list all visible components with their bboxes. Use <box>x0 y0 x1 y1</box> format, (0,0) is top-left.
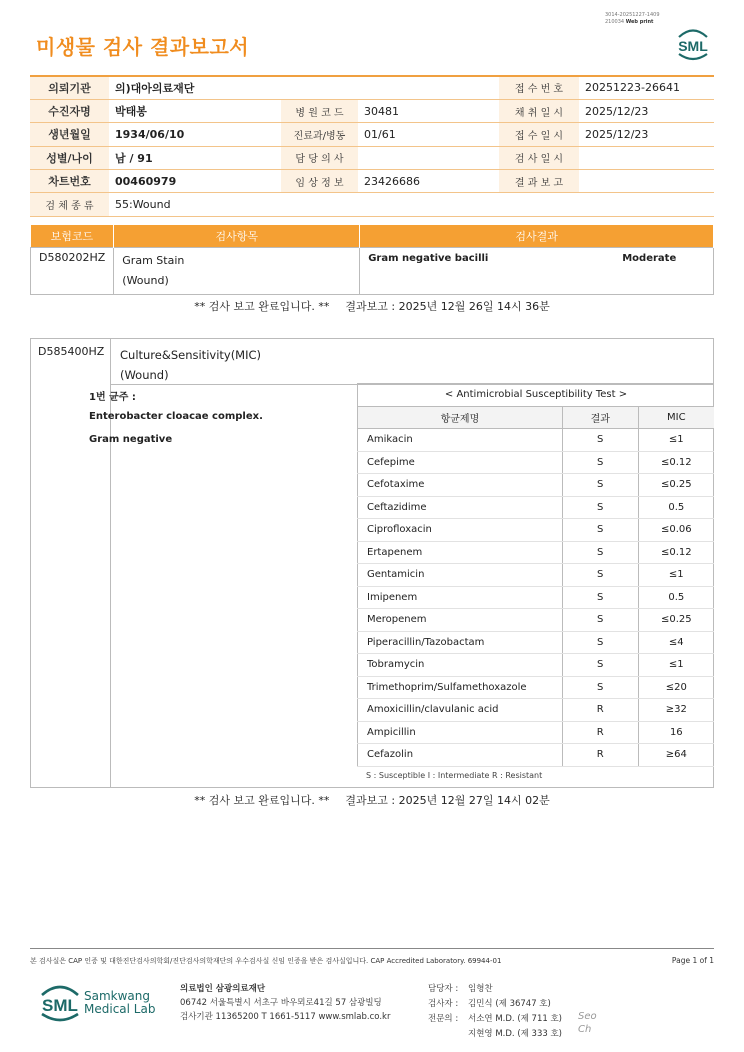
info-row <box>30 76 714 99</box>
birth-label: 생년월일 <box>30 123 109 146</box>
gram-code: D580202HZ <box>31 247 114 294</box>
drug-result: R <box>562 721 638 744</box>
info-row <box>30 170 714 193</box>
drug-result: S <box>562 519 638 542</box>
drug-result: S <box>562 676 638 699</box>
dept-label: 진료과/병동 <box>281 123 358 146</box>
drug-result: R <box>562 699 638 722</box>
specimen-value: 55:Wound <box>109 193 714 216</box>
request-org-value: 의)대아의료재단 <box>109 76 499 99</box>
drug-mic: ≤20 <box>638 676 714 699</box>
brand-line1: Samkwang <box>84 989 150 1003</box>
culture-specimen: (Wound) <box>120 368 169 382</box>
drug-mic: ≤0.06 <box>638 519 714 542</box>
gram-report-note <box>0 298 744 314</box>
drug-name: Cefazolin <box>358 744 563 767</box>
ast-legend: S : Susceptible I : Intermediate R : Resistant <box>366 771 543 780</box>
collect-date-label: 채 취 일 시 <box>499 99 579 122</box>
table-row <box>358 496 715 519</box>
gram-amount: Moderate <box>622 252 677 264</box>
sex-age-value: 남 / 91 <box>109 146 281 169</box>
table-row <box>358 676 715 699</box>
culture-test-name: Culture&Sensitivity(MIC) <box>120 348 262 362</box>
culture-complete-note: ** 검사 보고 완료입니다. ** <box>194 794 330 807</box>
table-row <box>31 247 714 294</box>
drug-mic: ≤0.25 <box>638 474 714 497</box>
chart-value: 00460979 <box>109 170 281 193</box>
culture-report-time: 결과보고 : 2025년 12월 27일 14시 02분 <box>345 794 550 807</box>
doctor-value <box>358 146 499 169</box>
org-address: 06742 서울특별시 서초구 바우뫼로41길 57 삼광빌딩 <box>180 998 382 1008</box>
drug-result: S <box>562 609 638 632</box>
signature-1: Seo <box>578 1011 597 1022</box>
footer-brand <box>84 990 155 1016</box>
drug-mic: 0.5 <box>638 586 714 609</box>
cert-note: 본 검사실은 CAP 인증 및 대한진단검사의학회/진단검사의학재단의 우수검사실 신임 인증을 받은 검사실입니다. CAP Accredited Laboratory. 69944-01 <box>30 957 502 965</box>
logo-text: SML <box>678 38 708 54</box>
receipt-date-value: 2025/12/23 <box>579 123 714 146</box>
col-mic-header: MIC <box>638 406 714 429</box>
doctor-label: 담 당 의 사 <box>281 146 358 169</box>
table-row <box>358 699 715 722</box>
drug-mic: ≤0.12 <box>638 451 714 474</box>
col-item-header: 검사항목 <box>114 225 360 247</box>
table-row <box>358 451 715 474</box>
print-code-line1: 3014-20251227-1409 <box>605 12 660 18</box>
drug-mic: ≥64 <box>638 744 714 767</box>
request-org-label: 의뢰기관 <box>30 76 109 99</box>
table-row <box>358 564 715 587</box>
drug-mic: ≥32 <box>638 699 714 722</box>
specialist-label: 전문의 : <box>428 1014 459 1024</box>
drug-name: Ertapenem <box>358 541 563 564</box>
drug-mic: 0.5 <box>638 496 714 519</box>
table-row <box>358 744 715 767</box>
drug-mic: ≤1 <box>638 654 714 677</box>
sex-age-label: 성별/나이 <box>30 146 109 169</box>
table-row <box>358 586 715 609</box>
clinical-value: 23426686 <box>358 170 499 193</box>
gram-report-time: 결과보고 : 2025년 12월 26일 14시 36분 <box>345 300 550 313</box>
drug-name: Gentamicin <box>358 564 563 587</box>
drug-name: Tobramycin <box>358 654 563 677</box>
col-result-header: 검사결과 <box>360 225 714 247</box>
specialist1-value: 서소연 M.D. (제 711 호) <box>468 1014 563 1024</box>
collect-date-value: 2025/12/23 <box>579 99 714 122</box>
drug-mic: ≤1 <box>638 429 714 452</box>
tester-label: 검사자 : <box>428 999 459 1009</box>
patient-info-table <box>30 75 714 217</box>
drug-result: S <box>562 654 638 677</box>
culture-code: D585400HZ <box>38 345 105 358</box>
drug-name: Ciprofloxacin <box>358 519 563 542</box>
print-code-line2: 210034 <box>605 19 625 25</box>
gram-complete-note: ** 검사 보고 완료입니다. ** <box>194 300 330 313</box>
drug-result: S <box>562 586 638 609</box>
info-row <box>30 146 714 169</box>
page-number: Page 1 of 1 <box>671 956 714 965</box>
signature <box>578 1010 597 1036</box>
table-row <box>358 631 715 654</box>
org-contact: 검사기관 11365200 T 1661-5117 www.smlab.co.kr <box>180 1012 391 1022</box>
footer-staff <box>428 982 562 1042</box>
report-value <box>579 170 714 193</box>
info-row <box>30 99 714 122</box>
organism-gram: Gram negative <box>89 434 173 445</box>
drug-result: S <box>562 474 638 497</box>
birth-value: 1934/06/10 <box>109 123 281 146</box>
clinical-label: 임 상 정 보 <box>281 170 358 193</box>
drug-name: Cefotaxime <box>358 474 563 497</box>
specialist2-value: 지현영 M.D. (제 333 호) <box>468 1029 563 1039</box>
drug-result: S <box>562 451 638 474</box>
receipt-no-label: 접 수 번 호 <box>499 76 579 99</box>
drug-name: Ceftazidime <box>358 496 563 519</box>
footer-org <box>180 982 390 1024</box>
gram-specimen: (Wound) <box>122 273 169 287</box>
drug-name: Cefepime <box>358 451 563 474</box>
drug-result: S <box>562 429 638 452</box>
chart-label: 차트번호 <box>30 170 109 193</box>
drug-result: S <box>562 564 638 587</box>
drug-result: R <box>562 744 638 767</box>
drug-mic: 16 <box>638 721 714 744</box>
page-title: 미생물 검사 결과보고서 <box>36 35 250 59</box>
table-row <box>358 429 715 452</box>
gram-test-name: Gram Stain <box>122 253 185 267</box>
culture-report-note <box>0 792 744 808</box>
test-date-value <box>579 146 714 169</box>
web-print-label: Web print <box>625 19 654 25</box>
hospital-code-label: 병 원 코 드 <box>281 99 358 122</box>
footer-logo-text: SML <box>42 996 78 1015</box>
test-date-label: 검 사 일 시 <box>499 146 579 169</box>
organism-label: 1번 균주 : <box>89 392 136 403</box>
signature-2: Ch <box>578 1024 592 1035</box>
drug-result: S <box>562 631 638 654</box>
table-row <box>358 609 715 632</box>
drug-name: Amikacin <box>358 429 563 452</box>
col-code-header: 보험코드 <box>31 225 114 247</box>
specimen-label: 검 체 종 류 <box>30 193 109 216</box>
col-drug-header: 항균제명 <box>358 406 563 429</box>
table-row <box>358 541 715 564</box>
report-label: 결 과 보 고 <box>499 170 579 193</box>
print-code <box>605 12 660 26</box>
drug-name: Meropenem <box>358 609 563 632</box>
drug-mic: ≤0.25 <box>638 609 714 632</box>
drug-mic: ≤1 <box>638 564 714 587</box>
manager-value: 임형찬 <box>468 984 493 994</box>
tester-value: 김민식 (제 36747 호) <box>468 999 551 1009</box>
sml-footer-logo-icon <box>36 982 84 1024</box>
dept-value: 01/61 <box>358 123 499 146</box>
drug-result: S <box>562 541 638 564</box>
info-row <box>30 123 714 146</box>
table-row <box>358 654 715 677</box>
ast-table <box>357 383 714 767</box>
table-row <box>358 721 715 744</box>
sml-logo-icon <box>673 26 713 62</box>
org-name: 의료법인 삼광의료재단 <box>180 984 266 994</box>
ast-title: < Antimicrobial Susceptibility Test > <box>358 384 715 407</box>
gram-result-table <box>30 225 714 295</box>
brand-line2: Medical Lab <box>84 1002 156 1016</box>
drug-name: Trimethoprim/Sulfamethoxazole <box>358 676 563 699</box>
drug-mic: ≤4 <box>638 631 714 654</box>
manager-label: 담당자 : <box>428 984 459 994</box>
col-result-header: 결과 <box>562 406 638 429</box>
drug-name: Amoxicillin/clavulanic acid <box>358 699 563 722</box>
drug-result: S <box>562 496 638 519</box>
hospital-code-value: 30481 <box>358 99 499 122</box>
patient-name-label: 수진자명 <box>30 99 109 122</box>
table-row <box>358 474 715 497</box>
table-row <box>358 519 715 542</box>
drug-mic: ≤0.12 <box>638 541 714 564</box>
patient-name-value: 박태봉 <box>109 99 281 122</box>
gram-result: Gram negative bacilli <box>368 252 489 264</box>
organism-name: Enterobacter cloacae complex. <box>89 411 263 422</box>
receipt-date-label: 접 수 일 시 <box>499 123 579 146</box>
info-row <box>30 193 714 216</box>
receipt-no-value: 20251223-26641 <box>579 76 714 99</box>
drug-name: Imipenem <box>358 586 563 609</box>
drug-name: Piperacillin/Tazobactam <box>358 631 563 654</box>
drug-name: Ampicillin <box>358 721 563 744</box>
